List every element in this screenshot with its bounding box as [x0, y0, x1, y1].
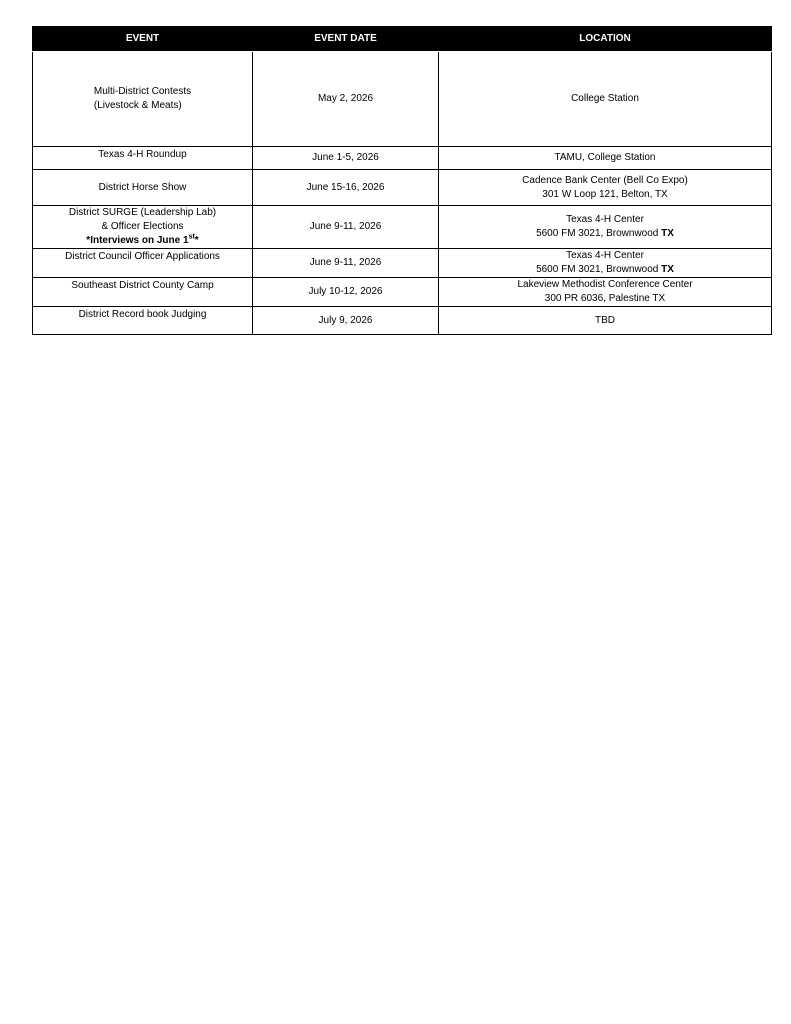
interviews-note-text: *Interviews on June 1 — [86, 235, 189, 246]
location-line: Texas 4-H Center — [566, 214, 644, 225]
location-state: TX — [661, 264, 674, 275]
date-cell: May 2, 2026 — [253, 52, 439, 147]
location-line: College Station — [571, 93, 639, 104]
location-line: 301 W Loop 121, Belton, TX — [542, 188, 668, 200]
event-line: District SURGE (Leadership Lab) — [68, 207, 217, 218]
event-line: & Officer Elections — [101, 221, 184, 232]
header-location: LOCATION — [439, 27, 772, 52]
event-line: District Horse Show — [98, 181, 187, 193]
location-cell — [439, 170, 772, 206]
location-address: 5600 FM 3021, Brownwood — [536, 264, 659, 275]
location-line: TBD — [595, 314, 615, 326]
event-line: (Livestock & Meats) — [93, 100, 182, 111]
location-address: 5600 FM 3021, Brownwood — [536, 228, 659, 239]
event-cell — [33, 147, 253, 170]
event-line: Southeast District County Camp — [71, 280, 214, 291]
table-row — [33, 206, 772, 249]
location-cell — [439, 307, 772, 335]
table-header-row — [33, 27, 772, 52]
date-cell: June 9-11, 2026 — [253, 249, 439, 278]
interviews-note-end: * — [194, 235, 199, 246]
date-cell: June 1-5, 2026 — [253, 147, 439, 170]
event-cell — [33, 249, 253, 278]
location-line: Lakeview Methodist Conference Center — [517, 279, 693, 290]
table-row — [33, 307, 772, 335]
event-cell — [33, 206, 253, 249]
event-text — [94, 85, 191, 113]
table-row — [33, 278, 772, 307]
table-row — [33, 170, 772, 206]
location-line: 300 PR 6036, Palestine TX — [544, 293, 666, 304]
date-cell: June 15-16, 2026 — [253, 170, 439, 206]
location-line — [443, 263, 767, 277]
event-line: District Record book Judging — [78, 309, 207, 320]
event-line: District Council Officer Applications — [65, 251, 220, 262]
date-cell: June 9-11, 2026 — [253, 206, 439, 249]
event-cell — [33, 52, 253, 147]
header-event: EVENT — [33, 27, 253, 52]
location-line: Texas 4-H Center — [566, 250, 644, 261]
location-cell — [439, 278, 772, 307]
location-line: Cadence Bank Center (Bell Co Expo) — [522, 174, 688, 186]
header-event-date: EVENT DATE — [253, 27, 439, 52]
location-cell — [439, 206, 772, 249]
table-row — [33, 147, 772, 170]
event-line: Multi-District Contests — [93, 86, 192, 97]
location-line — [443, 227, 767, 241]
event-cell — [33, 170, 253, 206]
table-row — [33, 52, 772, 147]
table-row — [33, 249, 772, 278]
date-cell: July 9, 2026 — [253, 307, 439, 335]
date-cell: July 10-12, 2026 — [253, 278, 439, 307]
location-cell — [439, 52, 772, 147]
event-line: Texas 4-H Roundup — [98, 149, 187, 160]
location-state: TX — [661, 228, 674, 239]
event-cell — [33, 278, 253, 307]
interviews-note — [37, 234, 248, 248]
events-table — [32, 26, 772, 335]
location-cell — [439, 147, 772, 170]
interviews-note-sup: st — [188, 233, 195, 241]
event-cell — [33, 307, 253, 335]
location-cell — [439, 249, 772, 278]
location-line: TAMU, College Station — [554, 152, 656, 163]
